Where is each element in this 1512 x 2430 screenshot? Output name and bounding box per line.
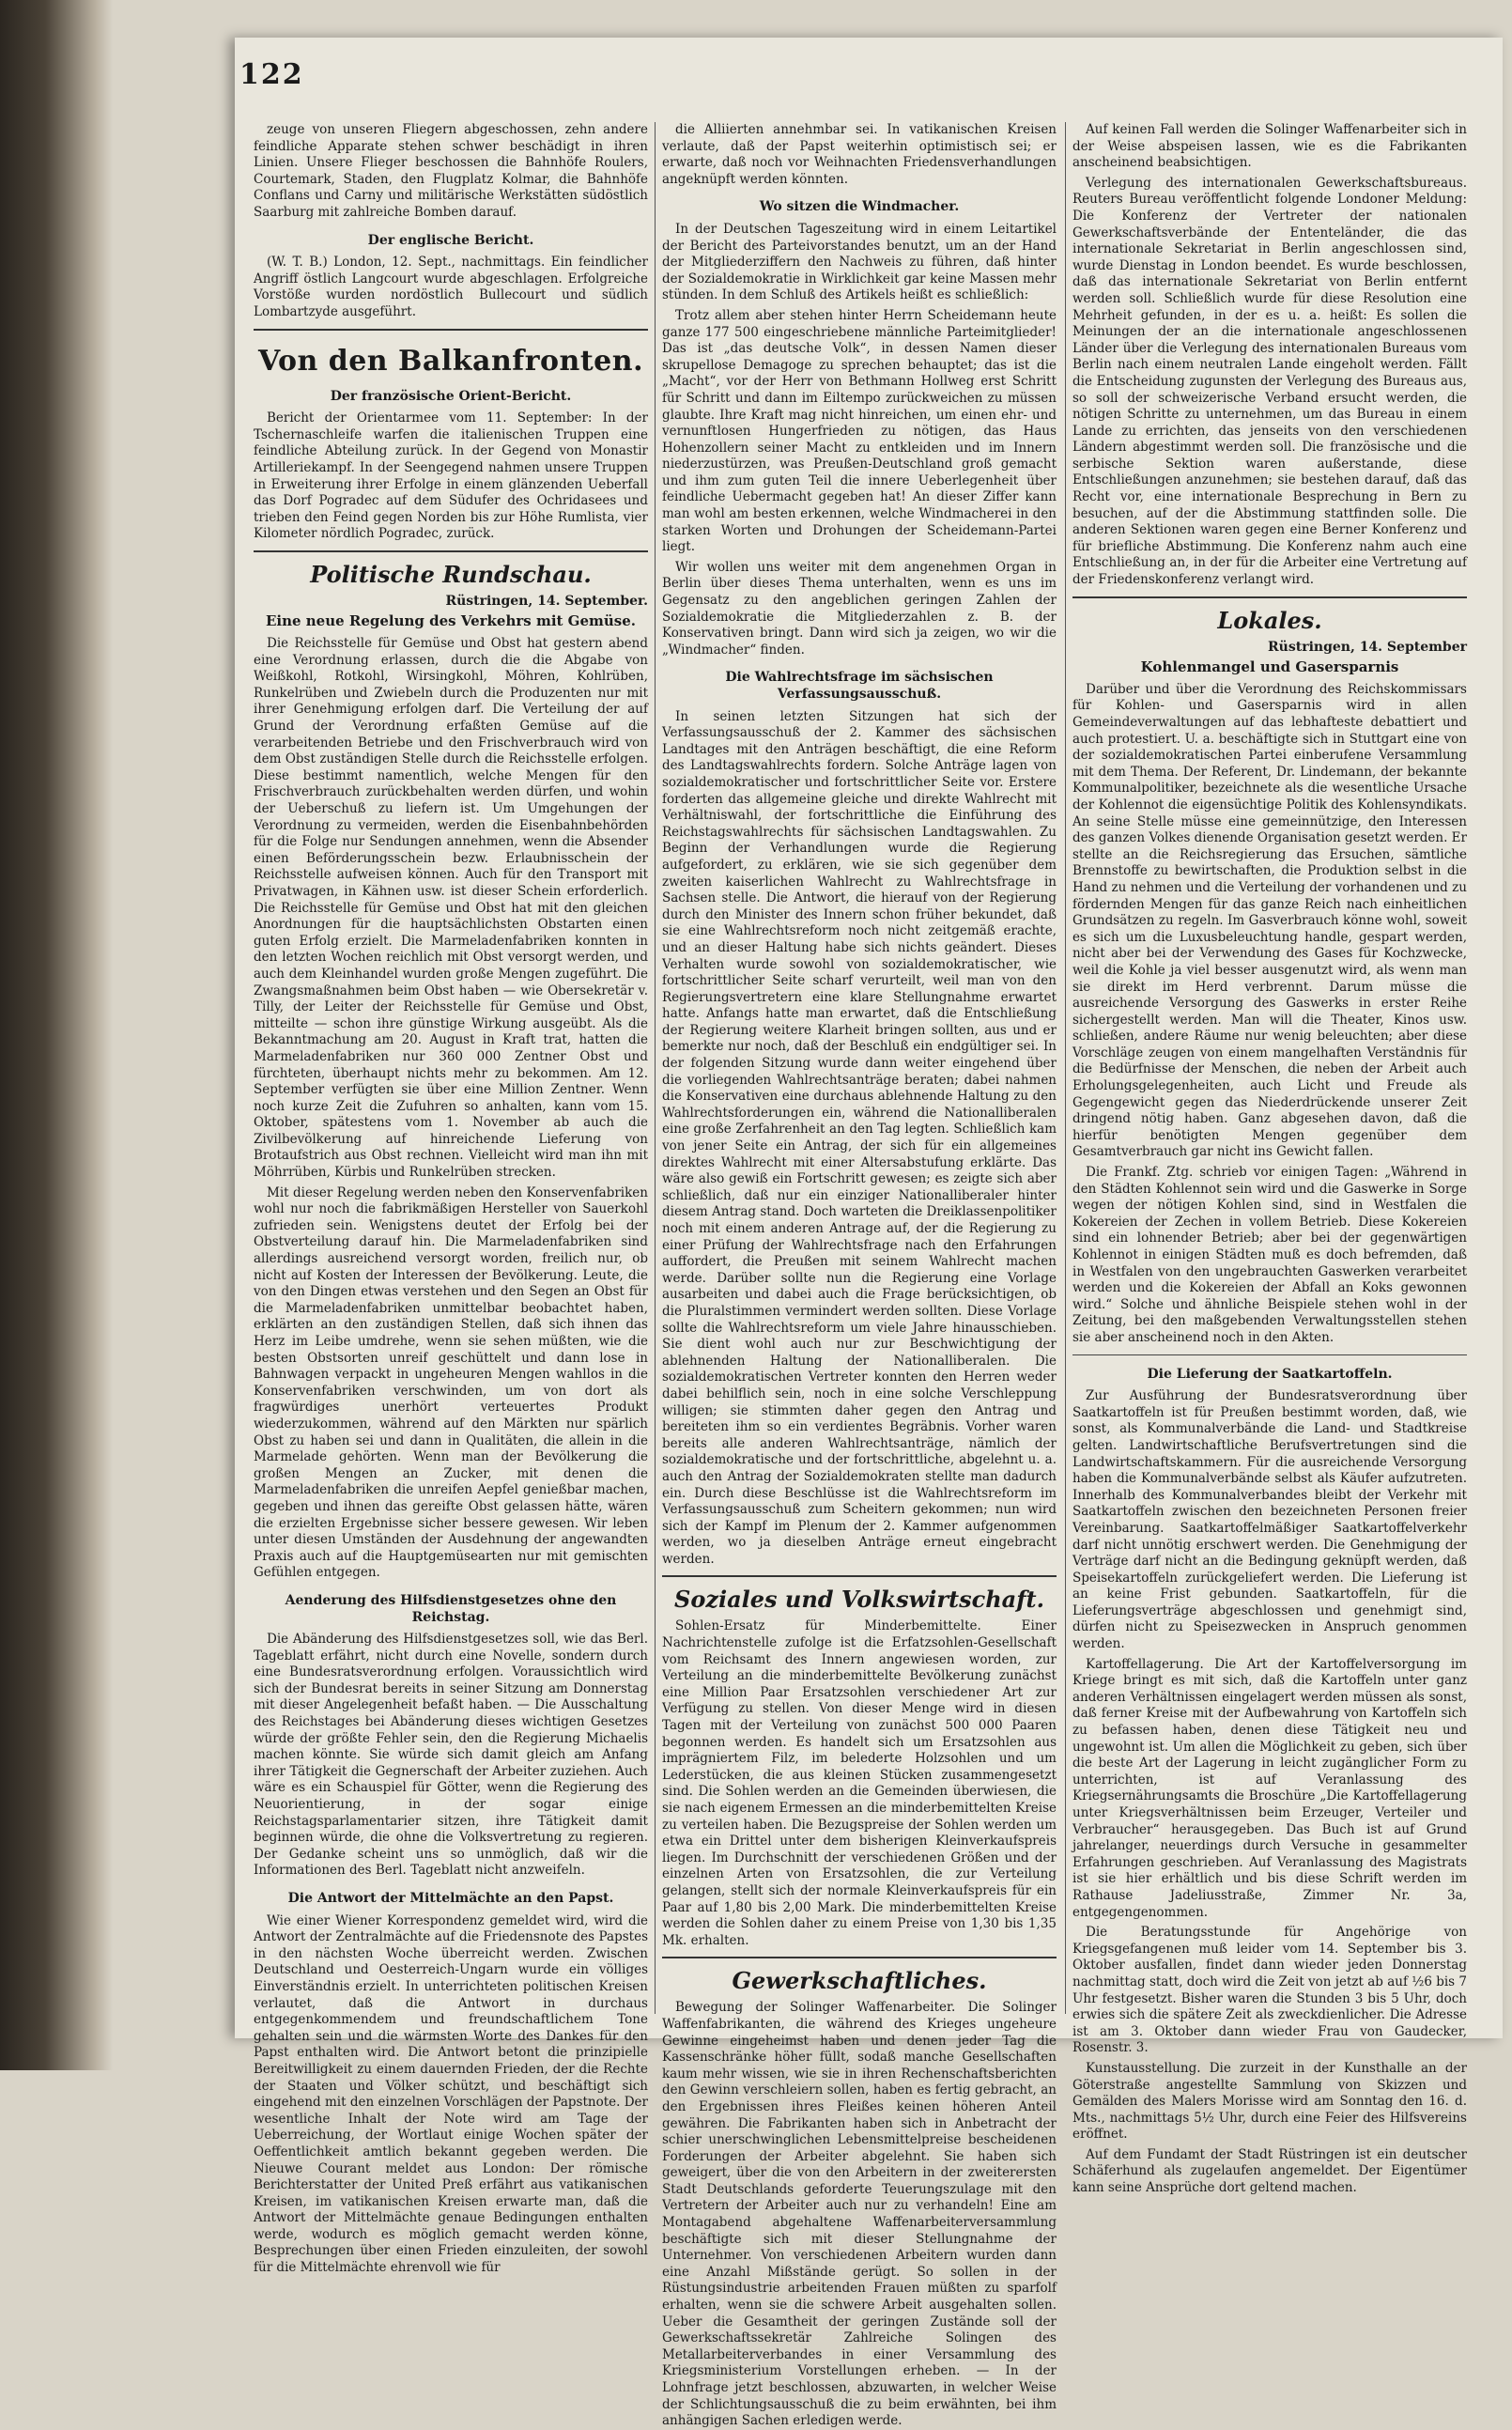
section-heading: Gewerkschaftliches. [732,1967,987,1995]
divider [662,1957,1057,1958]
column-3 [1072,122,1467,2196]
article-text: Wie einer Wiener Korrespondenz gemeldet wird, wird die Antwort der Zentralmächte auf die Friedensnote des Papstes in den nächsten Woche überreicht werden. Zwischen Deutschland und Oesterreich-Ungarn wurde ein völliges Einverständnis erzielt. In unterrichteten politischen Kreisen verlautet, daß die Antwort in durchaus entgegenkommendem und freundschaftlichem Tone gehalten sein und die wärmsten Worte des Dankes für den Papst enthalten wird. Die Antwort betont die prinzipielle Bereitwilligkeit zu einem dauernden Frieden, der die Rechte der Staaten und Völker schützt, und beschäftigt sich eingehend mit den einzelnen Vorschlägen der Papstnote. Der wesentliche Inhalt der Note wird am Tage der Ueberreichung, der Wortlaut einige Wochen später der Oeffentlichkeit amtlich bekannt gegeben werden. Die Nieuwe Courant meldet aus London: Der römische Berichterstatter der United Preß erfährt aus vatikanischen Kreisen, im vatikanischen Kreisen erwarte man, daß die Antwort der Mittelmächte genaue Bedingungen enthalten werde, wodurch es möglich gemacht werden könne, Besprechungen über einen Frieden einzuleiten, der sowohl für die Mittelmächte ehrenvoll wie für [254,1912,648,2276]
article-heading: Der französische Orient-Bericht. [330,388,572,404]
article-text: Kunstausstellung. Die zurzeit in der Kunsthalle an der Göterstraße angestellte Sammlung von Skizzen und Gemälden des Malers Morisse wird am Sonntag den 16. d. Mts., nachmittags 5½ Uhr, durch eine Feier des Hilfsvereins eröffnet. [1072,2060,1467,2143]
article-heading: Kohlenmangel und Gasersparnis [1140,658,1399,676]
article-quote: Trotz allem aber stehen hinter Herrn Scheidemann heute ganze 177 500 eingeschriebene männliche Parteimitglieder! Das ist „das deutsche Volk“, in dessen Namen dieser skrupellose Demagoge zu sprechen behauptet; das ist die „Macht“, vor der Herr von Bethmann Hollweg erst Schritt für Schritt und dann im Eiltempo zurückweichen zu müssen glaubte. Ihre Kraft mag nicht hinreichen, um einen ehr- und vernunftlosen Hungerfrieden zu nötigen, das Haus Hohenzollern seiner Macht zu entkleiden und im Innern niederzustürzen, was Preußen-Deutschland groß gemacht und ihm zum guten Teil die innere Ueberlegenheit über feindliche Uebermacht gegeben hat! An dieser Ziffer kann man wohl am besten erkennen, welche Windmacherei in den starken Worten und Drohungen der Scheidemann-Partei liegt. [662,307,1057,555]
article-text: In seinen letzten Sitzungen hat sich der Verfassungsausschuß der 2. Kammer des sächsischen Landtages mit den Anträgen beschäftigt, die eine Reform des Landtagswahlrechts fordern. Solche Anträge lagen von sozialdemokratischer und fortschrittlicher Seite vor. Erstere forderten das allgemeine gleiche und direkte Wahlrecht mit Verhältniswahl, der fortschrittliche die Einführung des Reichstagswahlrechts für sächsischen Landtagswahlen. Zu Beginn der Verhandlungen wurde die Regierung aufgefordert, zu erklären, wie sie sich gegenüber dem zweiten kaiserlichen Wahlrecht zu Wahlrechtsfrage in Sachsen stelle. Die Antwort, die hierauf von der Regierung durch den Minister des Innern schon früher bekundet, daß sie eine Wahlrechtsreform noch nicht zeitgemäß erachte, und an dieser Haltung habe sich nichts geändert. Dieses Verhalten wurde sowohl von sozialdemokratischer, wie fortschrittlicher Seite scharf verurteilt, weil man von den Regierungsvertretern eine klare Stellungnahme erwartet hatte. Anfangs hatte man erwartet, daß die Entschließung der Regierung weitere Klarheit bringen sollten, aus und er bemerkte nur noch, daß der Beschluß ein endgültiger sei. In der folgenden Sitzung wurde dann weiter eingehend über die vorliegenden Wahlrechtsanträge beraten; dabei nahmen die Konservativen eine durchaus ablehnende Haltung zu den Wahlrechtsforderungen ein, während die Nationalliberalen eine große Zerfahrenheit an den Tag legten. Schließlich kam von jener Seite ein Antrag, der sich für ein allgemeines direktes Wahlrecht mit einer Altersabstufung erklärte. Das wäre also gewiß ein Fortschritt gewesen; es zeigte sich aber schließlich, daß nur ein einziger Nationalliberaler hinter diesem Antrag stand. Doch warteten die Dreiklassenpolitiker noch mit einem anderen Antrage auf, der die Regierung zu einer Prüfung der Wahlrechtsfrage nach den Erfahrungen auffordert, die Preußen mit seinem Wahlrecht machen werde. Darüber sollte nun die Regierung eine Vorlage ausarbeiten und dabei auch die Frage berücksichtigen, ob die Pluralstimmen vermindert werden sollten. Diese Vorlage sollte die Wahlrechtsreform um viele Jahre hinausschieben. Sie dient wohl auch nur zur Beschwichtigung der ablehnenden Haltung der Nationalliberalen. Die sozialdemokratischen Vertreter konnten den Herren weder dabei behilflich sein, noch in eine solche Verschleppung willigen; sie stimmten daher gegen den Antrag und bereiteten ihm so ein verdientes Begräbnis. Vorher waren bereits alle anderen Wahlrechtsanträge, nämlich der sozialdemokratische und der fortschrittliche, abgelehnt u. a. auch den Antrag der Sozialdemokraten stellte man dadurch ein. Durch diese Beschlüsse ist die Wahlrechtsreform im Verfassungsausschuß zum Scheitern gekommen; nun wird sich der Kampf im Plenum der 2. Kammer aufgenommen werden, wo ja dieselben Anträge erneut eingebracht werden. [662,708,1057,1567]
column-rule [655,122,656,2014]
article-text: Die Abänderung des Hilfsdienstgesetzes soll, wie das Berl. Tageblatt erfährt, nicht durch eine Novelle, sondern durch eine Bundesratsverordnung erfolgen. Voraussichtlich wird sich der Bundesrat bereits in seiner Sitzung am Donnerstag mit dieser Angelegenheit befaßt haben. — Die Ausschaltung des Reichstages bei Abänderung dieses wichtigen Gesetzes würde der größte Fehler sein, den die Regierung Michaelis machen könnte. Sie würde sich damit gleich am Anfang ihrer Tätigkeit die Gegnerschaft der Arbeiter zuziehen. Auch wäre es ein Schauspiel für Götter, wenn die Regierung des Neuorientierung, in der sogar einige Reichstagsparlamentarier sitzen, ihre Tätigkeit damit beginnen würde, die ohne die Volksvertretung zu regieren. Der Gedanke scheint uns so unmöglich, daß wir die Informationen des Berl. Tageblatt nicht anzweifeln. [254,1632,648,1879]
article-text: Wir wollen uns weiter mit dem angenehmen Organ in Berlin über dieses Thema unterhalten, wenn es uns im Gegensatz zu den angeblichen geringen Zahlen der Sozialdemokratie die Mitgliederzahlen z. B. der Konservativen bringt. Dann wird sich ja zeigen, wo wir die „Windmacher“ finden. [662,559,1057,658]
column-2 [662,122,1057,2429]
article-heading: Die Lieferung der Saatkartoffeln. [1147,1366,1393,1382]
article-text: Auf dem Fundamt der Stadt Rüstringen ist ein deutscher Schäferhund als zugelaufen angemeldet. Der Eigentümer kann seine Ansprüche dort geltend machen. [1072,2146,1467,2196]
divider [254,329,648,331]
section-heading: Lokales. [1217,606,1322,634]
article-text: Zur Ausführung der Bundesratsverordnung über Saatkartoffeln ist für Preußen bestimmt worden, daß, wie sonst, als Kommunalverbände die Land- und Stadtkreise gelten. Landwirtschaftliche Berufsvertretungen sind die Landwirtschaftskammern. Für die ausreichende Versorgung haben die Kommunalverbände selbst als Käufer aufzutreten. Innerhalb des Kommunalverbandes bleibt der Verkehr mit Saatkartoffeln zwischen den bezeichneten Personen freier Vereinbarung. Saatkartoffelmäßiger Saatkartoffelverkehr darf nicht unnötig erschwert werden. Die Genehmigung der Verträge darf nicht an die Bedingung geknüpft werden, daß Speisekartoffeln zurückgeliefert werden. Die Lieferung ist an keine Frist gebunden. Saatkartoffeln, für die Lieferungsverträge abgeschlossen und genehmigt sind, dürfen nicht zu Speisezwecken in Anspruch genommen werden. [1072,1388,1467,1652]
page-number: 122 [239,58,304,91]
article-text: Bericht der Orientarmee vom 11. September: In der Tschernaschleife warfen die italienischen Truppen eine feindliche Abteilung zurück. In der Gegend von Monastir Artilleriekampf. In der Seengegend nahmen unsere Truppen in Erweiterung ihrer Erfolge in einem glänzenden Ueberfall das Dorf Pogradec auf dem Südufer des Ochridasees und trieben den Feind gegen Norden bis zur Höhe Rumlista, vier Kilometer nördlich Pogradec, zurück. [254,410,648,542]
article-heading: Die Wahlrechtsfrage im sächsischen Verfassungsausschuß. [725,670,994,702]
article-text: Auf keinen Fall werden die Solinger Waffenarbeiter sich in der Weise abspeisen lassen, wie es die Fabrikanten anscheinend beabsichtigen. [1072,122,1467,171]
section-heading: Soziales und Volkswirtschaft. [673,1586,1044,1614]
article-heading: Die Antwort der Mittelmächte an den Papst. [287,1891,614,1906]
article-text: zeuge von unseren Fliegern abgeschossen, zehn andere feindliche Apparate stehen schwer beschädigt in ihren Linien. Unsere Flieger beschossen die Bahnhöfe Roulers, Courtemark, Staden, den Flugplatz Kolmar, die Bahnhöfe Conflans und Carny und militärische Werkstätten südöstlich Saarburg mit zahlreiche Bomben darauf. [254,122,648,220]
article-heading: Wo sitzen die Windmacher. [759,199,960,215]
article-text: Die Frankf. Ztg. schrieb vor einigen Tagen: „Während in den Städten Kohlennot sein wird und die Gaswerke in Sorge wegen der nötigen Kohlen sind, sind in Westfalen die Kokereien der Zechen in vollem Betrieb. Diese Kokereien sind ein lohnender Betrieb; aber bei der gegenwärtigen Kohlennot in einigen Städten muß es doch befremden, daß in Westfalen von den ungebrauchten Gaswerken verarbeitet werden und die Kokereien der Abfall an Koks gewonnen wird.“ Solche und ähnliche Beispiele stehen wohl in der Zeitung, bei den maßgebenden Verwaltungsstellen stehen sie aber anscheinend noch in den Akten. [1072,1165,1467,1345]
divider [662,1575,1057,1577]
divider [1072,596,1467,598]
article-text: Verlegung des internationalen Gewerkschaftsbureaus. Reuters Bureau veröffentlicht folgende Londoner Meldung: Die Konferenz der Vertreter der nationalen Gewerkschaftsverbände der Ententeländer, die das internationale Sekretariat in Berlin angeschlossen sind, wurde Dienstag in London beendet. Es wurde beschlossen, daß das internationale Sekretariat von Berlin entfernt werden soll. Schließlich wurde für diese Resolution eine Mehrheit gefunden, in der es u. a. heißt: Es sollen die Meinungen der an die internationale angeschlossenen Länder über die Verlegung des internationalen Bureaus vom Berlin nach einem neutralen Lande eingeholt werden. Fällt die Entscheidung zugunsten der Verlegung des Bureaus aus, so soll der schweizerische Verband ersucht werden, die nötigen Schritte zu unternehmen, um das Bureau in einem Lande zu errichten, das jenseits von den verschiedenen Ländern abgestimmt werden soll. Die französische und die serbische Sektion waren außerstande, diese Entschließungen anzunehmen; sie bestehen darauf, daß das Recht vor, eine internationale Besprechung in Bern zu besuchen, auf der die Abstimmung stattfinden solle. Die anderen Sektionen waren gegen eine Berner Konferenz und für briefliche Abstimmung. Die Konferenz nahm auch eine Entschließung an, in der für die Arbeiter eine Vertretung auf der Friedenskonferenz verlangt wird. [1072,175,1467,588]
article-text: Sohlen-Ersatz für Minderbemittelte. Einer Nachrichtenstelle zufolge ist die Erfatzsohlen-Gesellschaft vom Reichsamt des Innern angewiesen worden, zur Verteilung an die minderbemittelte Bevölkerung zunächst eine Million Paar Ersatzsohlen verschiedener Art zur Verfügung zu stellen. Von dieser Menge wird in diesen Tagen mit der Verteilung von zunächst 500 000 Paaren begonnen werden. Es handelt sich um Ersatzsohlen aus imprägniertem Filz, im belederte Holzsohlen und um Lederstücken, die aus kleinen Stücken zusammengesetzt sind. Die Sohlen werden an die Gemeinden überwiesen, die sie nach eigenem Ermessen an die minderbemittelten Kreise zu verteilen haben. Die Bezugspreise der Sohlen werden um etwa ein Drittel unter dem bisherigen Kleinverkaufspreis liegen. Im Durchschnitt der verschiedenen Größen und der einzelnen Arten von Ersatzsohlen, die zur Verteilung gelangen, stellt sich der normale Kleinverkaufspreis für ein Paar auf 1,80 bis 2,00 Mark. Die minderbemittelten Kreise werden die Sohlen daher zu einem Preise von 1,30 bis 1,35 Mk. erhalten. [662,1618,1057,1948]
divider [1072,1354,1467,1355]
article-text: Die Reichsstelle für Gemüse und Obst hat gestern abend eine Verordnung erlassen, durch die die Abgabe von Weißkohl, Rotkohl, Wirsingkohl, Möhren, Kohlrüben, Runkelrüben und Zwiebeln durch die Produzenten nur mit ihrer Genehmigung erfolgen darf. Die Verteilung der auf Grund der Verordnung erfaßten Gemüse auf die verarbeitenden Betriebe und den Frischverbrauch wird von dem Obst zuständigen Stelle durch die Reichsstelle erfolgen. Diese bestimmt namentlich, welche Mengen für den Frischverbrauch zurückbehalten werden dürfen, und wohin der Ueberschuß zu liefern ist. Um Umgehungen der Verordnung zu vermeiden, werden die Eisenbahnbehörden für die Folge nur Sendungen annehmen, wenn die Absender einen Beförderungsschein bezw. Erlaubnisschein der Reichsstelle aufweisen können. Auch für den Transport mit Privatwagen, in Kähnen usw. ist dieser Schein erforderlich. Die Reichsstelle für Gemüse und Obst hat mit den gleichen Anordnungen für die hauptsächlichsten Obstarten einen guten Erfolg erzielt. Die Marmeladenfabriken konnten in den letzten Wochen reichlich mit Obst versorgt werden, und auch dem Kleinhandel wurden große Mengen zugeführt. Die Zwangsmaßnahmen beim Obst haben — wie Obersekretär v. Tilly, der Leiter der Reichsstelle für Gemüse und Obst, mitteilte — schon ihre günstige Wirkung ausgeübt. Als die Bekanntmachung am 20. August in Kraft trat, hatten die Marmeladenfabriken nur 360 000 Zentner Obst und fürchteten, überhaupt nichts mehr zu bekommen. Am 12. September verfügten sie über eine Million Zentner. Wenn noch kurze Zeit die Zufuhren so anhalten, kann vom 15. Oktober, spätestens vom 1. November ab auch die Zivilbevölkerung auf hinreichende Lieferung von Brotaufstrich aus Obst rechnen. Vielleicht wird man ihn mit Möhrrüben, Kürbis und Runkelrüben strecken. [254,636,648,1181]
article-text: Mit dieser Regelung werden neben den Konservenfabriken wohl nur noch die fabrikmäßigen Hersteller von Sauerkohl zufrieden sein. Wenigstens deutet der Erfolg bei der Obstverteilung darauf hin. Die Marmeladenfabriken sind allerdings ausreichend versorgt worden, freilich nur, ob nicht auf Kosten der Interessen der Bevölkerung. Leute, die von den Dingen etwas verstehen und den Segen an Obst für die Marmeladenfabriken unmittelbar beobachtet haben, erklärten an den zuständigen Stellen, daß sich ihnen das Herz im Leibe umdrehe, wenn sie sehen müßten, wie die besten Obstsorten unreif geschüttelt und dann lose in Bahnwagen verpackt in ungeheuren Mengen wahllos in die Konservenfabriken verschwinden, um von dort als fragwürdiges unerhört verteuertes Produkt wiederzukommen, während auf den Märkten nur spärlich Obst zu haben sei und dann in Qualitäten, die allein in die Marmelade gehörten. Wenn man der Bevölkerung die großen Mengen an Zucker, mit denen die Marmeladenfabriken die unreifen Aepfel genießbar machen, gegeben und ihnen das gereifte Obst gelassen hätte, wären die erzielten Ergebnisse sicher bessere gewesen. Wir leben unter diesen Umständen der Ausdehnung der angewandten Praxis auch auf die Hauptgemüsearten nur mit gemischten Gefühlen entgegen. [254,1184,648,1581]
section-heading: Von den Balkanfronten. [257,344,644,378]
article-text: Kartoffellagerung. Die Art der Kartoffelversorgung im Kriege bringt es mit sich, daß die Kartoffeln unter ganz anderen Verhältnissen eingelagert werden müssen als sonst, daß ferner Kreise mit der Aufbewahrung von Kartoffeln sich zu befassen haben, denen diese Tätigkeit neu und ungewohnt ist. Um allen die Möglichkeit zu geben, sich über die beste Art der Lagerung in leicht zugänglicher Form zu unterrichten, ist auf Veranlassung des Kriegsernährungsamts die Broschüre „Die Kartoffellagerung unter Kriegsverhältnissen beim Erzeuger, Verteiler und Verbraucher“ herausgegeben. Das Buch ist auf Grund jahrelanger, neuerdings durch Versuche in gesammelter Erfahrungen geschrieben. Auf Veranlassung des Magistrats ist sie hier erhältlich und bis diese Schrift werden im Rathause Jadeliusstraße, Zimmer Nr. 3a, entgegengenommen. [1072,1656,1467,1920]
article-text: die Alliierten annehmbar sei. In vatikanischen Kreisen verlaute, daß der Papst weiterhin optimistisch sei; er erwarte, daß noch vor Weihnachten Friedensverhandlungen angeknüpft werden könnten. [662,122,1057,187]
dateline: Rüstringen, 14. September. [445,593,648,609]
divider [254,550,648,552]
column-rule [1065,122,1066,2014]
article-text: Die Beratungsstunde für Angehörige von Kriegsgefangenen muß leider vom 14. September bis 3. Oktober ausfallen, findet dann wieder jeden Donnerstag nachmittag statt, doch wird die Zeit von jetzt ab auf ½6 bis 7 Uhr festgesetzt. Bisher waren die Stunden 3 bis 5 Uhr, doch erwies sich die spätere Zeit als zweckdienlicher. Die Adresse ist am 3. Oktober dann wieder Frau von Gaudecker, Rosenstr. 3. [1072,1925,1467,2056]
section-heading: Politische Rundschau. [310,560,592,588]
article-text: Darüber und über die Verordnung des Reichskommissars für Kohlen- und Gasersparnis wird in allen Gemeindeverwaltungen auf das lebhafteste debattiert und auch protestiert. U. a. beschäftigte sich in Stuttgart eine von der sozialdemokratischen Partei einberufene Versammlung mit dem Thema. Der Referent, Dr. Lindemann, der bekannte Kommunalpolitiker, bezeichnete als die wesentliche Ursache der Kohlennot die eigensüchtige Politik des Kohlensyndikats. An seine Stelle müsse eine gemeinnützige, den Interessen des ganzen Volkes dienende Organisation gesetzt werden. Er stellte an die Reichsregierung das Ersuchen, sämtliche Brennstoffe zu bewirtschaften, die Produktion selbst in die Hand zu nehmen und die Verteilung der vorhandenen und zu fördernden Mengen für das ganze Reich nach einheitlichen Grundsätzen zu regeln. Im Gasverbrauch könne wohl, soweit es sich um die Luxusbeleuchtung handle, gespart werden, nicht aber bei der Verwendung des Gases für Kochzwecke, weil die Kohle ja viel besser ausgenutzt wird, als wenn man sie direkt im Herd verbrennt. Darum müsse die ausreichende Versorgung des Gaswerks in erster Reihe sichergestellt werden. Man will die Theater, Kinos usw. schließen, andere Räume nur wenig beleuchten; aber diese Vorschläge zeugen von einem mangelhaften Verständnis für die Bedürfnisse der Menschen, die neben der Arbeit auch Erholungsgelegenheiten, auch Licht und Freude als Gegengewicht gegen das Niederdrückende unserer Zeit dringend nötig haben. Ganz abgesehen davon, daß die hierfür benötigten Mengen gegenüber dem Gesamtverbrauch gar nicht ins Gewicht fallen. [1072,681,1467,1160]
dateline: Rüstringen, 14. September [1268,639,1467,655]
article-heading: Eine neue Regelung des Verkehrs mit Gemüse. [265,612,637,630]
column-1 [254,122,648,2276]
article-heading: Aenderung des Hilfsdienstgesetzes ohne den Reichstag. [285,1592,617,1625]
article-text: Bewegung der Solinger Waffenarbeiter. Die Solinger Waffenfabrikanten, die während des Krieges ungeheure Gewinne eingeheimst haben und denen jeder Tag die Kassenschränke höher füllt, sodaß manche Gesellschaften kaum mehr wissen, wie sie in ihren Rechenschaftsberichten den Gewinn verschleiern sollen, haben es fertig gebracht, an den Ergebnissen ihres Fleißes keinen höheren Anteil gewähren. Die Fabrikanten haben sich in Anbetracht der schier unerschwinglichen Lebensmittelpreise bescheidenen Forderungen der Arbeiter abgelehnt. Sie haben sich geweigert, über die von den Arbeitern in der zweiterersten Stadt Deutschlands geforderte Teuerungszulage mit den Vertretern der Arbeiter auch nur zu verhandeln! Eine am Montagabend abgehaltene Waffenarbeiterversammlung beschäftigte sich mit dieser Stellungnahme der Unternehmer. Von verschiedenen Arbeitern wurden dann eine Anzahl Mißstände gerügt. So sollen in der Rüstungsindustrie arbeitenden Frauen müßten zu sparfolf erhalten, wenn sie die schwere Arbeit ausgehalten sollen. Ueber die Gesamtheit der geringen Zustände soll der Gewerkschaftssekretär Zahlreiche Solingen des Metallarbeiterverbandes in einer Versammlung des Kriegsministerium Vorstellungen erheben. — In der Lohnfrage jetzt beschlossen, abzuwarten, in welcher Weise der Schlichtungsausschuß die zu beim erwähnten, bei ihm anhängigen Sachen erledigen werde. [662,2000,1057,2429]
article-text: In der Deutschen Tageszeitung wird in einem Leitartikel der Bericht des Parteivorstandes benutzt, um an der Hand der Mitgliederziffern den Nachweis zu führen, daß hinter der Sozialdemokratie in Wirklichkeit gar keine Massen mehr stünden. In dem Schluß des Artikels heißt es schließlich: [662,221,1057,303]
article-heading: Der englische Bericht. [367,232,534,248]
book-binding [0,0,113,2070]
article-text: (W. T. B.) London, 12. Sept., nachmittags. Ein feindlicher Angriff östlich Langcourt wurde abgeschlagen. Erfolgreiche Vorstöße wurden nordöstlich Bullecourt und südlich Lombartzyde ausgeführt. [254,255,648,319]
